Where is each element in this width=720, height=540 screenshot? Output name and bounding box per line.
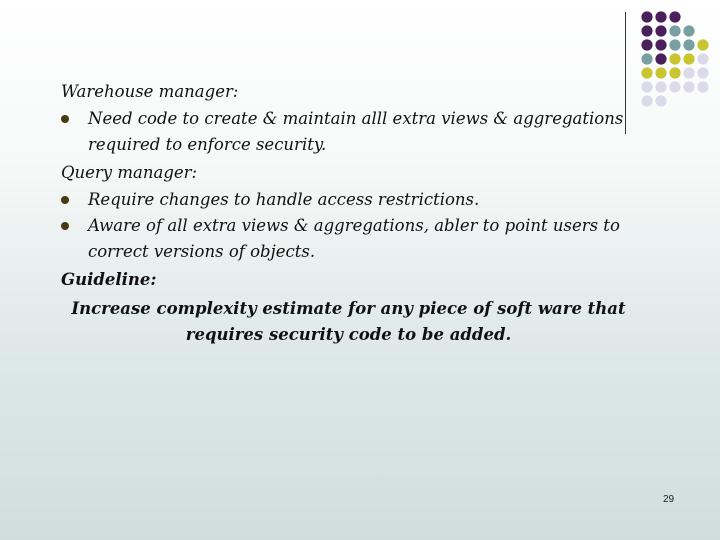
decorative-dot bbox=[655, 39, 666, 50]
section-heading-query-manager: Query manager: bbox=[61, 163, 198, 182]
section-heading-warehouse-manager: Warehouse manager: bbox=[61, 82, 239, 101]
slide-content bbox=[61, 77, 631, 348]
guideline-text: Increase complexity estimate for any piece of soft ware that requires security code to be added. bbox=[71, 299, 626, 344]
decorative-dot bbox=[683, 81, 694, 92]
decorative-dot bbox=[683, 67, 694, 78]
decorative-dot bbox=[669, 53, 680, 64]
decorative-dot bbox=[669, 25, 680, 36]
decorative-dot bbox=[641, 11, 652, 22]
page-number: 29 bbox=[663, 494, 675, 505]
decorative-dot bbox=[697, 81, 708, 92]
decorative-dot bbox=[669, 81, 680, 92]
decorative-dot bbox=[641, 81, 652, 92]
decorative-dot bbox=[641, 53, 652, 64]
decorative-dot bbox=[641, 25, 652, 36]
decorative-dot bbox=[641, 39, 652, 50]
section-heading-guideline: Guideline: bbox=[61, 270, 157, 289]
decorative-dot bbox=[683, 25, 694, 36]
decorative-dot bbox=[683, 53, 694, 64]
bullet-dot-icon bbox=[61, 115, 69, 123]
bullet-text: Need code to create & maintain alll extra views & aggregations required to enforce security. bbox=[88, 109, 624, 154]
decorative-dot-grid bbox=[640, 10, 720, 120]
decorative-dot bbox=[655, 95, 666, 106]
decorative-dot bbox=[697, 53, 708, 64]
decorative-dot bbox=[669, 67, 680, 78]
decorative-dot bbox=[655, 25, 666, 36]
decorative-dot bbox=[655, 11, 666, 22]
decorative-dot bbox=[669, 11, 680, 22]
bullet-dot-icon bbox=[61, 222, 69, 230]
decorative-dot bbox=[697, 39, 708, 50]
bullet-dot-icon bbox=[61, 196, 69, 204]
bullet-item-query-2 bbox=[61, 213, 631, 265]
bullet-text: Aware of all extra views & aggregations, abler to point users to correct versions of objects. bbox=[88, 216, 620, 261]
decorative-dot bbox=[697, 67, 708, 78]
decorative-dot bbox=[641, 95, 652, 106]
decorative-dot bbox=[669, 39, 680, 50]
bullet-text: Require changes to handle access restrictions. bbox=[88, 190, 480, 209]
bullet-item-query-1 bbox=[61, 187, 631, 213]
decorative-dot bbox=[655, 67, 666, 78]
decorative-dot bbox=[641, 67, 652, 78]
decorative-dot bbox=[683, 39, 694, 50]
decorative-dot bbox=[655, 81, 666, 92]
decorative-dot bbox=[655, 53, 666, 64]
bullet-item-warehouse-1 bbox=[61, 106, 631, 158]
